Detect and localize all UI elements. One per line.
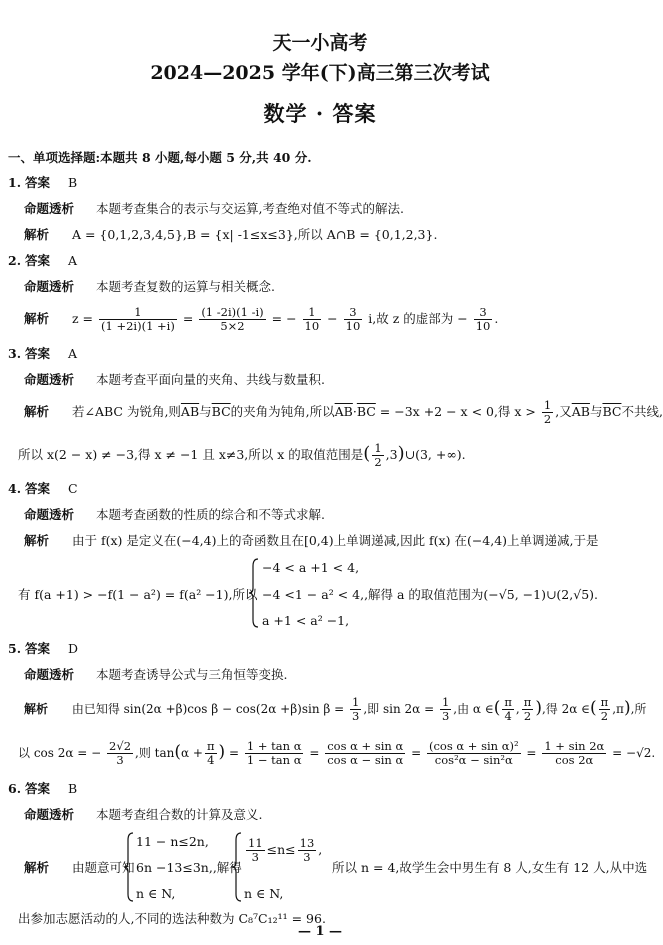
q3-sol-c: = −3x +2 − x < 0,得 x > xyxy=(379,404,536,419)
q3-with: 与 xyxy=(199,404,212,419)
q3-answer-label: 答案 xyxy=(25,346,51,361)
q3-paren-close: ) xyxy=(397,443,405,464)
q5-frac-cos xyxy=(107,740,133,767)
q3-topic xyxy=(24,372,325,388)
q5-solution-line2 xyxy=(18,738,655,767)
q5-sol1f: ,所 xyxy=(630,702,647,716)
q5-frac-pi2-b xyxy=(599,696,611,723)
q4-number: 4. xyxy=(8,481,22,496)
q5-pi4b-den: 4 xyxy=(207,753,215,767)
q5-sol1b: ,即 sin 2α = xyxy=(363,702,435,716)
q5-g2-den: cos α − sin α xyxy=(327,753,404,767)
q6-sol-c: 所以 n = 4,故学生会中男生有 8 人,女生有 12 人,从中选 xyxy=(332,860,648,875)
q4-answer-label: 答案 xyxy=(25,481,51,496)
q2-tail: i,故 z 的虚部为 − xyxy=(368,311,468,326)
q5-answer xyxy=(8,641,78,657)
q2-answer xyxy=(8,253,77,269)
q5-paren-4: ) xyxy=(623,698,631,718)
q3-sol-a: 若∠ABC 为锐角,则 xyxy=(71,404,181,419)
q5-pi2-num: π xyxy=(523,695,532,709)
q3-solution-line1 xyxy=(24,398,663,426)
q5-answer-value: D xyxy=(68,641,79,656)
q1-answer xyxy=(8,175,77,191)
q5-frac-g3 xyxy=(427,740,521,767)
q2-frac-2 xyxy=(199,306,265,333)
q2-f3-den: 10 xyxy=(304,319,320,333)
q6-r-mid: ≤n≤ xyxy=(266,842,296,857)
q5-g2-num: cos α + sin α xyxy=(327,739,404,753)
q2-f4-num: 3 xyxy=(344,306,363,320)
q6-sol-a: 由题意可知 xyxy=(71,860,135,875)
q5-answer-label: 答案 xyxy=(25,641,51,656)
q2-end: . xyxy=(494,311,499,326)
q5-topic-label: 命题透析 xyxy=(24,667,75,682)
q4-after: ,解得 a 的取值范围为(−√5, −1)∪(2,√5). xyxy=(364,587,598,602)
q4-sys2-row xyxy=(262,587,598,603)
q5-pi2b-num: π xyxy=(600,695,609,709)
q5-g4-num: 1 + sin 2α xyxy=(544,739,605,753)
q5-sol1a: 由已知得 sin(2α +β)cos β − cos(2α +β)sin β = xyxy=(71,702,345,716)
q6-s2: 6n −13≤3n, xyxy=(136,860,213,875)
q5-solution-label: 解析 xyxy=(24,702,49,716)
subject-title: 数学 · 答案 xyxy=(263,101,377,126)
q6-r-comma: , xyxy=(318,842,323,857)
q5-g3-num: (cos α + sin α)² xyxy=(428,739,519,753)
exam-title: 2024—2025 学年(下)高三第三次考试 xyxy=(150,62,490,84)
q2-f2-den: 5×2 xyxy=(220,319,245,333)
q2-z: z = xyxy=(71,311,94,326)
q2-frac-4 xyxy=(344,306,363,333)
q5-c-den: 3 xyxy=(116,753,124,767)
q5-paren-1: ( xyxy=(493,698,501,718)
q2-topic-label: 命题透析 xyxy=(24,279,75,294)
q5-alpha-plus: α + xyxy=(181,746,203,760)
q5-topic-text: 本题考查诱导公式与三角恒等变换. xyxy=(95,667,288,682)
q5-eq-4: = xyxy=(526,746,537,760)
q3-half-num: 1 xyxy=(543,398,552,412)
q5-solution-line1: 解析 由已知得 sin(2α +β)cos β − cos(2α +β)sin β = $\frac{1}{3}$ ,即 sin 2α = $\frac{1}{3}$ ,由 α ∈( $\frac{\pi}{4}$ , $\frac{\pi}{2}$ ),得 2α ∈( $\frac{\pi}{2}$ ,π),所 xyxy=(24,695,647,723)
q3-sol-d: ,又 xyxy=(555,404,572,419)
q4-answer xyxy=(8,481,78,497)
q5-c-num: 2√2 xyxy=(109,739,132,753)
q5-t-den: 3 xyxy=(352,709,360,723)
q5-pi4-den: 4 xyxy=(504,709,512,723)
q2-minus: − xyxy=(327,311,338,326)
q5-t2-num: 1 xyxy=(441,695,450,709)
q3-topic-label: 命题透析 xyxy=(24,372,75,387)
q5-frac-pi2 xyxy=(522,696,534,723)
q5-frac-g1 xyxy=(245,740,304,767)
q5-g1-den: 1 − tan α xyxy=(246,753,302,767)
q6-solution-label: 解析 xyxy=(24,860,50,875)
q3-sol-b: 的夹角为钝角,所以 xyxy=(230,404,335,419)
q6-brace-2 xyxy=(232,832,242,902)
q5-number: 5. xyxy=(8,641,22,656)
q2-number: 2. xyxy=(8,253,22,268)
q1-solution xyxy=(24,227,437,243)
q2-answer-value: A xyxy=(68,253,78,268)
q4-answer-value: C xyxy=(68,481,78,496)
q5-frac-g2 xyxy=(325,740,405,767)
q3-frac-half-2 xyxy=(372,442,383,469)
q3-solution-line2 xyxy=(18,440,466,469)
q4-sys2: −4 <1 − a² < 4, xyxy=(262,587,365,602)
q5-paren-3: ( xyxy=(590,698,597,718)
q5-sol2b: ,则 tan xyxy=(135,746,175,760)
q3-number: 3. xyxy=(8,346,22,361)
q6-frac-11-3 xyxy=(246,837,265,864)
q3-dot: · xyxy=(352,404,357,419)
q3-line2b: ,3 xyxy=(385,447,398,462)
q6-answer-label: 答案 xyxy=(25,781,51,796)
exam-org: 天一小高考 xyxy=(272,32,368,54)
q6-s2-row xyxy=(136,860,242,876)
q3-paren-open: ( xyxy=(363,443,371,464)
q2-frac-5 xyxy=(474,306,493,333)
q2-f2-num: (1 -2i)(1 -i) xyxy=(201,305,264,319)
q4-solution-line1 xyxy=(24,533,599,549)
q3-sol-e: 不共线, xyxy=(621,404,663,419)
q6-topic xyxy=(24,807,262,823)
q5-paren-6: ) xyxy=(218,742,226,762)
q5-sol2a: 以 cos 2α = − xyxy=(18,746,102,760)
q2-answer-label: 答案 xyxy=(25,253,51,268)
q5-frac-third-2 xyxy=(440,696,451,723)
q5-pi2-den: 2 xyxy=(523,709,532,723)
q6-s1: 11 − n≤2n, xyxy=(136,834,209,849)
q4-sol1: 由于 f(x) 是定义在(−4,4)上的奇函数且在[0,4)上单调递减,因此 f(x) 在(−4,4)上单调递减,于是 xyxy=(71,533,599,548)
q5-pi2b-den: 2 xyxy=(600,709,609,723)
q3-solution-label: 解析 xyxy=(24,404,50,419)
q5-sol2c: = −√2. xyxy=(612,746,656,760)
q5-t-num: 1 xyxy=(352,695,360,709)
q3-vec-ab-2: $\overline{AB}$ xyxy=(334,404,353,419)
q1-topic xyxy=(24,201,404,217)
q5-g3-den: cos²α − sin²α xyxy=(434,753,513,767)
q1-topic-text: 本题考查集合的表示与交运算,考查绝对值不等式的解法. xyxy=(95,201,404,216)
q6-topic-label: 命题透析 xyxy=(24,807,75,822)
q2-f5-num: 3 xyxy=(474,306,493,320)
q5-pi4-num: π xyxy=(504,695,512,709)
q1-solution-label: 解析 xyxy=(24,227,50,242)
q5-topic xyxy=(24,667,287,683)
q6-r-den1: 3 xyxy=(251,850,259,864)
q5-frac-pi4-b xyxy=(205,740,217,767)
q4-brace xyxy=(249,558,259,628)
q3-answer-value: A xyxy=(68,346,78,361)
q3-vec-bc-2: $\overline{BC}$ xyxy=(356,404,376,419)
q5-sol1e: ,π xyxy=(612,702,624,716)
q5-g1-num: 1 + tan α xyxy=(246,739,302,753)
q3-line2c: ∪(3, +∞). xyxy=(404,447,466,462)
q5-eq-2: = xyxy=(309,746,320,760)
q3-topic-text: 本题考查平面向量的夹角、共线与数量积. xyxy=(95,372,325,387)
q3-vec-ab-3: $\overline{AB}$ xyxy=(571,404,590,419)
q4-sys3: a +1 < a² −1, xyxy=(262,613,350,628)
q2-f5-den: 10 xyxy=(475,319,491,333)
q5-sol1c: ,由 α ∈ xyxy=(453,702,494,716)
q3-answer xyxy=(8,346,77,362)
q2-eq2: = xyxy=(182,311,194,326)
page-number: — 1 — xyxy=(297,924,343,939)
q4-sys1: −4 < a +1 < 4, xyxy=(262,560,360,575)
q5-paren-2: ) xyxy=(535,698,542,718)
q4-topic-text: 本题考查函数的性质的综合和不等式求解. xyxy=(95,507,325,522)
q6-r2: n ∈ N, xyxy=(244,886,284,901)
q1-number: 1. xyxy=(8,175,22,190)
q4-topic xyxy=(24,507,325,523)
q6-frac-13-3 xyxy=(298,837,317,864)
q1-answer-value: B xyxy=(68,175,78,190)
q3-vec-bc-3: $\overline{BC}$ xyxy=(602,404,622,419)
q6-r1 xyxy=(244,836,322,864)
q2-f1-num: 1 xyxy=(99,306,177,320)
q6-r-num2: 13 xyxy=(299,836,315,850)
q6-answer-value: B xyxy=(68,781,78,796)
q5-frac-pi4 xyxy=(502,696,514,723)
q5-frac-third xyxy=(350,696,361,723)
q3-frac-half xyxy=(542,399,553,426)
q2-frac-3 xyxy=(303,306,322,333)
q6-solution-line1 xyxy=(24,860,135,876)
q5-frac-g4 xyxy=(542,740,606,767)
q1-solution-text: A = {0,1,2,3,4,5},B = {x| -1≤x≤3},所以 A∩B = {0,1,2,3}. xyxy=(71,227,438,242)
q5-t2-den: 3 xyxy=(441,709,450,723)
q6-number: 6. xyxy=(8,781,22,796)
q2-solution xyxy=(24,305,498,333)
q2-f4-den: 10 xyxy=(345,319,361,333)
q2-f3-num: 1 xyxy=(303,306,322,320)
q6-r-den2: 3 xyxy=(303,850,311,864)
q6-r-num1: 11 xyxy=(248,836,263,850)
q6-sol-b: ,解得 xyxy=(212,860,242,875)
q3-half-den: 2 xyxy=(543,412,552,426)
q2-solution-label: 解析 xyxy=(24,311,50,326)
q2-topic xyxy=(24,279,275,295)
q6-brace-1 xyxy=(124,832,134,902)
q3-line2a: 所以 x(2 − x) ≠ −3,得 x ≠ −1 且 x≠3,所以 x 的取值范围是 xyxy=(18,447,364,462)
q3-half2-den: 2 xyxy=(374,455,382,469)
q2-topic-text: 本题考查复数的运算与相关概念. xyxy=(95,279,275,294)
q5-paren-5: ( xyxy=(174,742,181,762)
q3-vec-ab: $\overline{AB}$ xyxy=(180,404,200,419)
q2-frac-1 xyxy=(99,306,177,333)
q4-sol2: 有 f(a +1) > −f(1 − a²) = f(a² −1),所以 xyxy=(18,587,258,602)
q4-topic-label: 命题透析 xyxy=(24,507,75,522)
q6-s3: n ∈ N, xyxy=(136,886,176,901)
q4-solution-label: 解析 xyxy=(24,533,50,548)
q5-sol1d: ,得 2α ∈ xyxy=(541,702,591,716)
q6-answer xyxy=(8,781,77,797)
q5-eq-3: = xyxy=(411,746,422,760)
q2-f1-den: (1 +2i)(1 +i) xyxy=(101,319,175,333)
q3-with-2: 与 xyxy=(589,404,603,419)
q6-last: 出参加志愿活动的人,不同的选法种数为 C₈⁷C₁₂¹¹ = 96. xyxy=(18,911,326,926)
q1-topic-label: 命题透析 xyxy=(24,201,75,216)
q5-g4-den: cos 2α xyxy=(555,753,594,767)
q6-topic-text: 本题考查组合数的计算及意义. xyxy=(95,807,263,822)
q2-eq3: = − xyxy=(271,311,297,326)
q5-pi4b-num: π xyxy=(206,739,215,753)
q5-eq-1: = xyxy=(229,746,240,760)
q3-vec-bc: $\overline{BC}$ xyxy=(211,404,231,419)
q1-answer-label: 答案 xyxy=(25,175,51,190)
q3-half2-num: 1 xyxy=(374,441,382,455)
section-heading: 一、单项选择题:本题共 8 小题,每小题 5 分,共 40 分. xyxy=(8,150,312,165)
